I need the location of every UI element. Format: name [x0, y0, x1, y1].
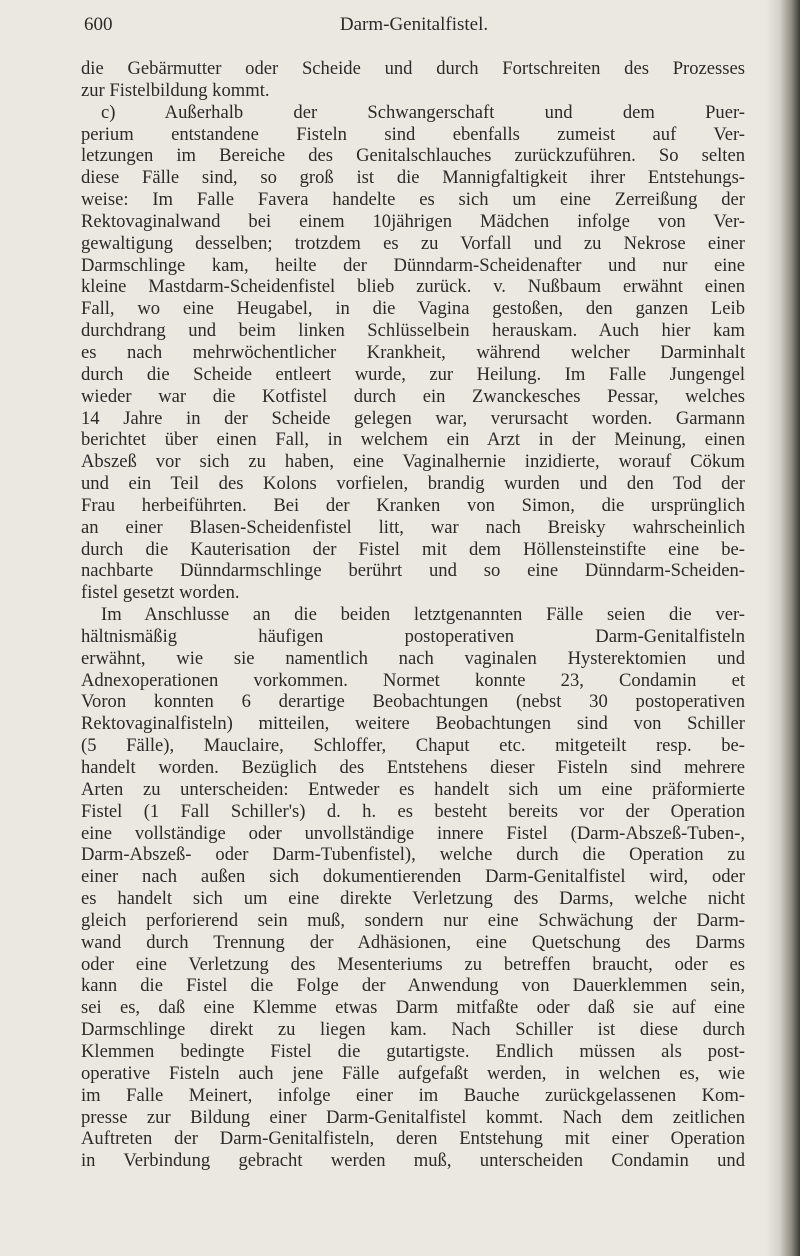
- text-line: durch die Scheide entleert wurde, zur Heilung. Im Falle Jungengel: [81, 363, 745, 385]
- text-line: gewaltigung desselben; trotzdem es zu Vorfall und zu Nekrose einer: [81, 232, 745, 254]
- text-line: einer nach außen sich dokumentierenden Darm-Genitalfistel wird, oder: [81, 866, 745, 888]
- text-line: in Verbindung gebracht werden muß, unterscheiden Condamin und: [81, 1150, 745, 1172]
- text-line: Frau herbeiführten. Bei der Kranken von Simon, die ursprünglich: [81, 494, 745, 516]
- page-header: [84, 14, 744, 44]
- text-line: berichtet über einen Fall, in welchem ein Arzt in der Meinung, einen: [81, 429, 745, 451]
- text-line: es nach mehrwöchentlicher Krankheit, während welcher Darminhalt: [81, 341, 745, 363]
- text-line: presse zur Bildung einer Darm-Genitalfistel kommt. Nach dem zeitlichen: [81, 1106, 745, 1128]
- text-line: durchdrang und beim linken Schlüsselbein herauskam. Auch hier kam: [81, 320, 745, 342]
- text-line: handelt worden. Bezüglich des Entstehens dieser Fisteln sind mehrere: [81, 757, 745, 778]
- text-line: hältnismäßig häufigen postoperativen Darm-Genitalfisteln: [81, 625, 745, 647]
- text-line: zur Fistelbildung kommt.: [81, 79, 270, 101]
- text-line: gleich perforierend sein muß, sondern nur eine Schwächung der Darm-: [81, 909, 745, 931]
- page-number: 600: [84, 14, 113, 35]
- text-line: 14 Jahre in der Scheide gelegen war, verursacht worden. Garmann: [81, 407, 745, 429]
- text-line: durch die Kauterisation der Fistel mit dem Höllensteinstifte eine be-: [81, 538, 745, 560]
- running-title: Darm-Genitalfistel.: [339, 14, 489, 35]
- text-line: wieder war die Kotfistel durch ein Zwanckesches Pessar, welches: [81, 385, 745, 407]
- text-line: Im Anschlusse an die beiden letztgenannten Fälle seien die ver-: [101, 604, 745, 626]
- text-line: Arten zu unterscheiden: Entweder es handelt sich um eine präformierte: [81, 778, 745, 800]
- text-line: Voron konnten 6 derartige Beobachtungen (nebst 30 postoperativen: [81, 691, 745, 713]
- text-line: fistel gesetzt worden.: [81, 582, 240, 604]
- text-line: kleine Mastdarm-Scheidenfistel blieb zurück. v. Nußbaum erwähnt einen: [81, 276, 745, 298]
- text-line: Rektovaginalfisteln) mitteilen, weitere Beobachtungen sind von Schiller: [81, 713, 745, 735]
- text-line: wand durch Trennung der Adhäsionen, eine Quetschung des Darms: [81, 931, 745, 953]
- text-line: sei es, daß eine Klemme etwas Darm mitfaßte oder daß sie auf eine: [81, 997, 745, 1019]
- body-text: [81, 58, 745, 1172]
- text-line: Darmschlinge direkt zu liegen kam. Nach Schiller ist diese durch: [81, 1019, 745, 1041]
- page-edge-shadow: [766, 0, 800, 1256]
- text-line: operative Fisteln auch jene Fälle aufgefaßt werden, in welchen es, wie: [81, 1062, 745, 1084]
- text-line: Fall, wo eine Heugabel, in die Vagina gestoßen, den ganzen Leib: [81, 298, 745, 320]
- text-line: an einer Blasen-Scheidenfistel litt, war nach Breisky wahrscheinlich: [81, 516, 745, 538]
- text-line: kann die Fistel die Folge der Anwendung von Dauerklemmen sein,: [81, 975, 745, 997]
- text-line: eine vollständige oder unvollständige innere Fistel (Darm-Abszeß-Tuben-,: [81, 822, 745, 844]
- text-line: (5 Fälle), Mauclaire, Schloffer, Chaput etc. mitgeteilt resp. be-: [81, 735, 745, 757]
- text-line: Abszeß vor sich zu haben, eine Vaginalhernie inzidierte, worauf Cökum: [81, 451, 745, 473]
- text-line: Adnexoperationen vorkommen. Normet konnte 23, Condamin et: [81, 669, 745, 691]
- text-line: diese Fälle sind, so groß ist die Mannigfaltigkeit ihrer Entstehungs-: [81, 167, 745, 189]
- text-line: weise: Im Falle Favera handelte es sich um eine Zerreißung der: [81, 189, 745, 211]
- text-line: im Falle Meinert, infolge einer im Bauche zurückgelassenen Kom-: [81, 1084, 745, 1106]
- text-line: Darm-Abszeß- oder Darm-Tubenfistel), welche durch die Operation zu: [81, 844, 745, 866]
- text-line: Auftreten der Darm-Genitalfisteln, deren Entstehung mit einer Operation: [81, 1128, 745, 1150]
- text-line: c) Außerhalb der Schwangerschaft und dem Puer-: [101, 101, 745, 123]
- text-line: oder eine Verletzung des Mesenteriums zu betreffen braucht, oder es: [81, 953, 745, 975]
- text-line: es handelt sich um eine direkte Verletzung des Darms, welche nicht: [81, 888, 745, 910]
- text-line: Rektovaginalwand bei einem 10jährigen Mädchen infolge von Ver-: [81, 210, 745, 232]
- text-line: erwähnt, wie sie namentlich nach vaginalen Hysterektomien und: [81, 647, 745, 669]
- text-line: nachbarte Dünndarmschlinge berührt und so eine Dünndarm-Scheiden-: [81, 560, 745, 582]
- text-line: perium entstandene Fisteln sind ebenfalls zumeist auf Ver-: [81, 123, 745, 145]
- text-line: Klemmen bedingte Fistel die gutartigste. Endlich müssen als post-: [81, 1040, 745, 1062]
- text-line: letzungen im Bereiche des Genitalschlauches zurückzuführen. So selten: [81, 145, 745, 167]
- text-line: Darmschlinge kam, heilte der Dünndarm-Scheidenafter und nur eine: [81, 254, 745, 276]
- text-line: und ein Teil des Kolons vorfielen, brandig wurden und den Tod der: [81, 473, 745, 495]
- text-line: Fistel (1 Fall Schiller's) d. h. es besteht bereits vor der Operation: [81, 800, 745, 822]
- text-line: die Gebärmutter oder Scheide und durch Fortschreiten des Prozesses: [81, 58, 745, 79]
